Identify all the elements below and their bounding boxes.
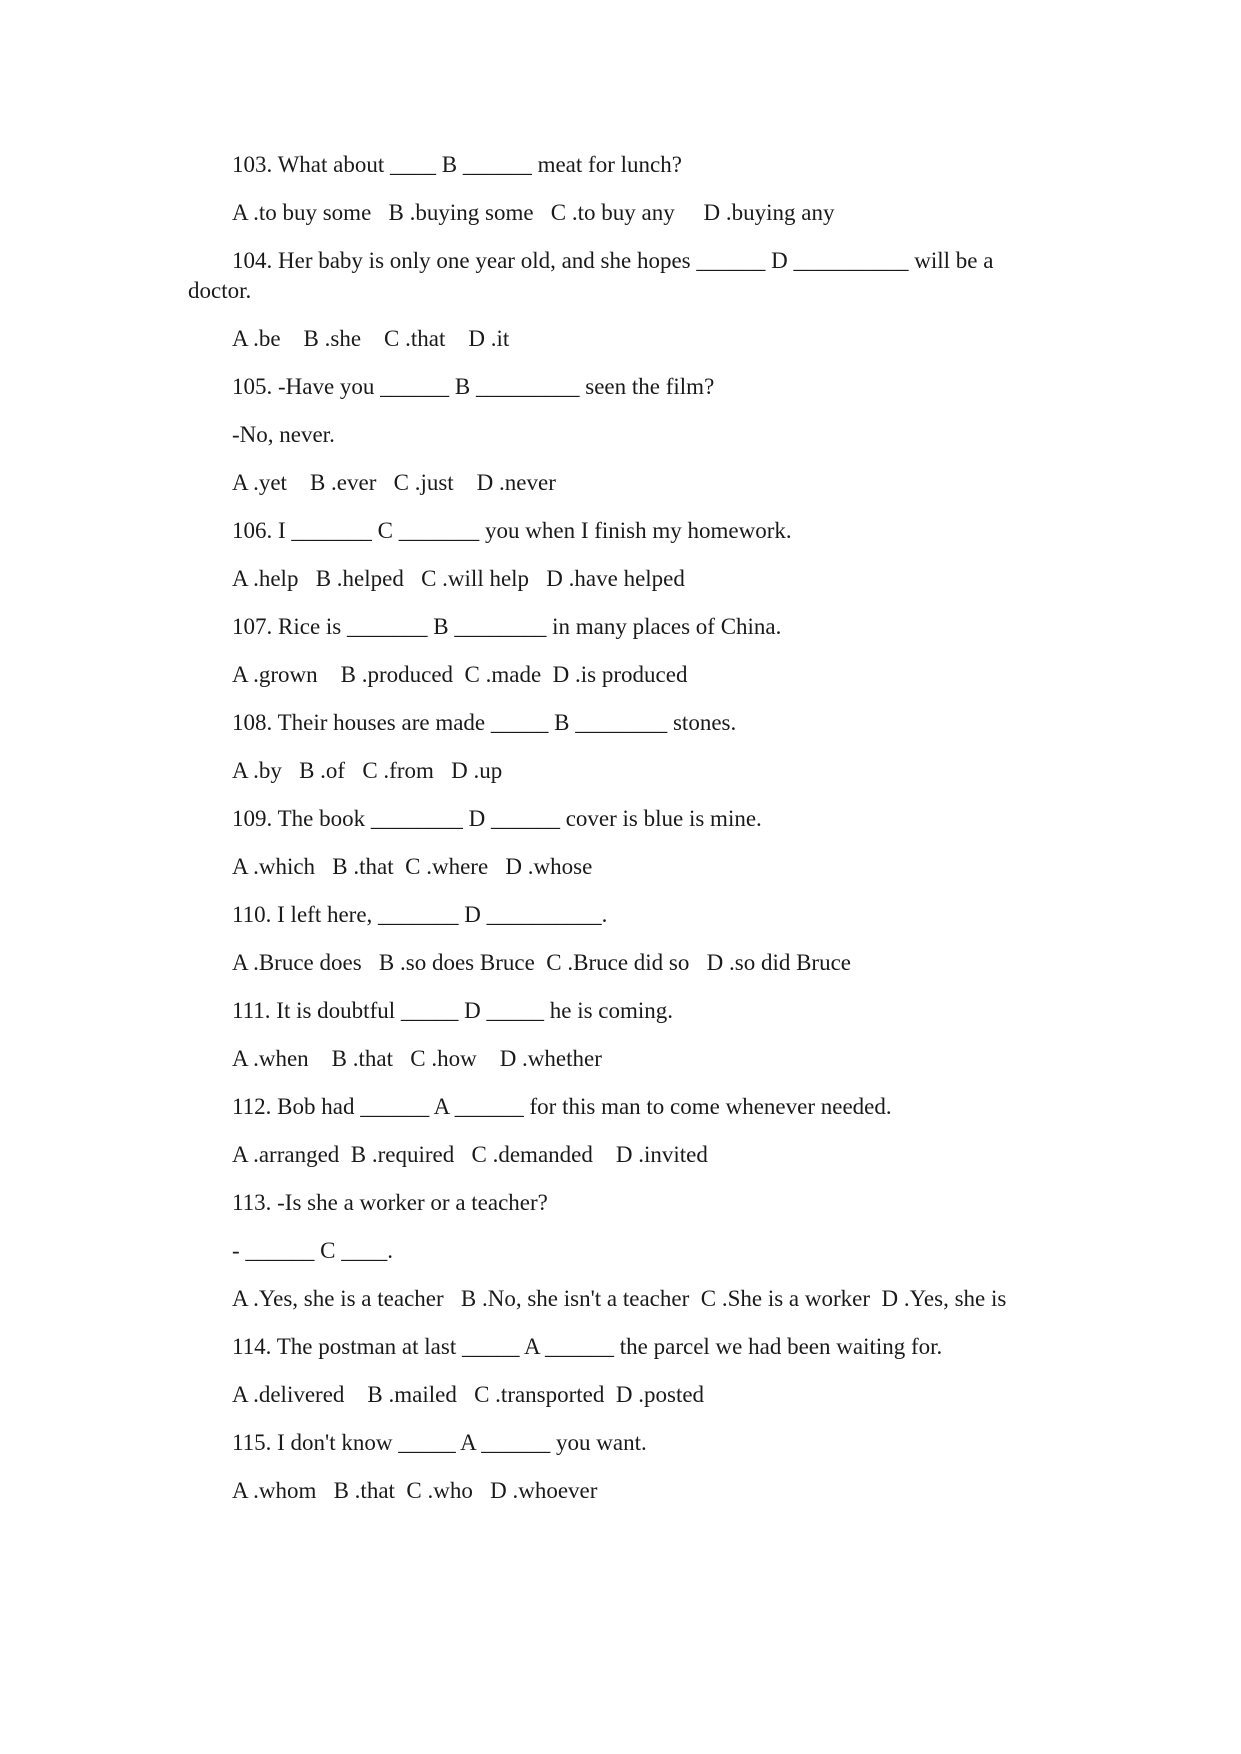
options-112: A .arranged B .required C .demanded D .invited [232, 1142, 708, 1167]
question-103: 103. What about ____ B ______ meat for lunch? [232, 152, 682, 177]
answer-105: -No, never. [232, 422, 335, 447]
answer-113: - ______ C ____. [232, 1238, 393, 1263]
question-111: 111. It is doubtful _____ D _____ he is coming. [232, 998, 674, 1023]
options-108: A .by B .of C .from D .up [232, 758, 503, 783]
question-110: 110. I left here, _______ D __________. [232, 902, 608, 927]
question-113: 113. -Is she a worker or a teacher? [232, 1190, 548, 1215]
options-109: A .which B .that C .where D .whose [232, 854, 593, 879]
question-114: 114. The postman at last _____ A ______ the parcel we had been waiting for. [232, 1334, 943, 1359]
options-110: A .Bruce does B .so does Bruce C .Bruce did so D .so did Bruce [232, 950, 852, 975]
question-104: 104. Her baby is only one year old, and she hopes ______ D __________ will be a doctor. [188, 248, 1000, 303]
question-115: 115. I don't know _____ A ______ you want. [232, 1430, 647, 1455]
options-113: A .Yes, she is a teacher B .No, she isn't a teacher C .She is a worker D .Yes, she is [232, 1286, 1007, 1311]
options-106: A .help B .helped C .will help D .have helped [232, 566, 685, 591]
question-109: 109. The book ________ D ______ cover is blue is mine. [232, 806, 762, 831]
question-105: 105. -Have you ______ B _________ seen the film? [232, 374, 715, 399]
worksheet-page [188, 150, 1048, 1524]
options-103: A .to buy some B .buying some C .to buy any D .buying any [232, 200, 835, 225]
question-106: 106. I _______ C _______ you when I finish my homework. [232, 518, 792, 543]
options-111: A .when B .that C .how D .whether [232, 1046, 602, 1071]
question-112: 112. Bob had ______ A ______ for this man to come whenever needed. [232, 1094, 892, 1119]
options-114: A .delivered B .mailed C .transported D .posted [232, 1382, 705, 1407]
question-107: 107. Rice is _______ B ________ in many places of China. [232, 614, 782, 639]
options-115: A .whom B .that C .who D .whoever [232, 1478, 598, 1503]
options-104: A .be B .she C .that D .it [232, 326, 510, 351]
options-105: A .yet B .ever C .just D .never [232, 470, 556, 495]
question-108: 108. Their houses are made _____ B ________ stones. [232, 710, 737, 735]
options-107: A .grown B .produced C .made D .is produced [232, 662, 688, 687]
